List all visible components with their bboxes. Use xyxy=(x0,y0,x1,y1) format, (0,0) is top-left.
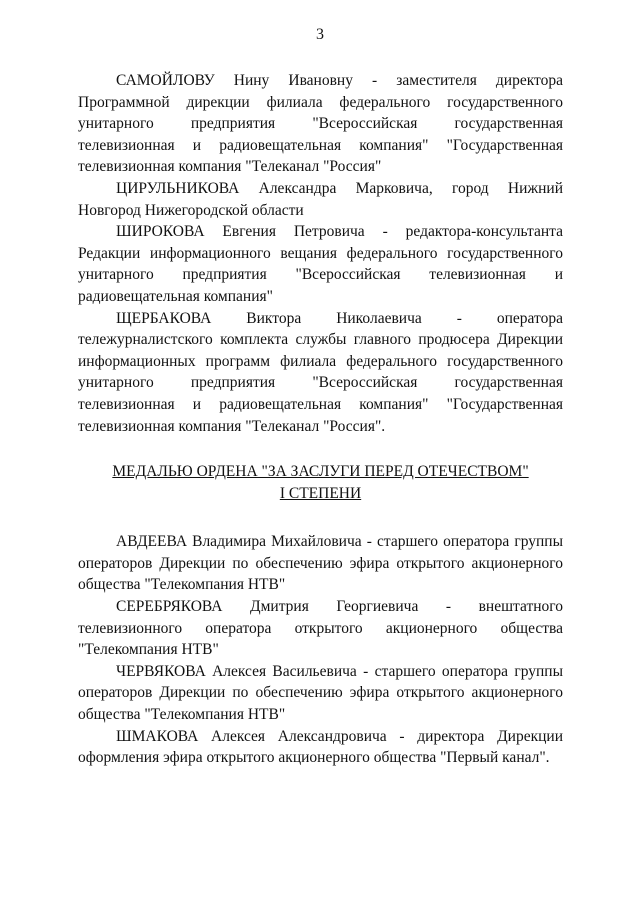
document-body xyxy=(78,70,563,769)
award-entry: ЦИРУЛЬНИКОВА Александра Марковича, город Нижний Новгород Нижегородской области xyxy=(78,179,563,219)
award-entry: ЩЕРБАКОВА Виктора Николаевича - оператора тележурналистского комплекта службы главного продюсера Дирекции информационных программ филиала федерального государственного унитарного предприятия "Всероссийская государственная телевизионная и радиовещательная компания" "Государственная телевизионная компания "Телеканал "Россия". xyxy=(78,309,563,435)
section-heading xyxy=(78,461,563,504)
award-entry: САМОЙЛОВУ Нину Ивановну - заместителя директора Программной дирекции филиала федерального государственного унитарного предприятия "Всероссийская государственная телевизионная и радиовещательная компания" "Государственная телевизионная компания "Телеканал "Россия" xyxy=(78,72,563,176)
section-1 xyxy=(78,70,563,437)
award-entry: СЕРЕБРЯКОВА Дмитрия Георгиевича - внештатного телевизионного оператора открытого акционерного общества "Телекомпания НТВ" xyxy=(78,598,563,659)
award-entry: ШИРОКОВА Евгения Петровича - редактора-консультанта Редакции информационного вещания федерального государственного унитарного предприятия "Всероссийская телевизионная и радиовещательная компания" xyxy=(78,223,563,305)
section-heading-line-1: МЕДАЛЬЮ ОРДЕНА "ЗА ЗАСЛУГИ ПЕРЕД ОТЕЧЕСТВОМ" xyxy=(112,463,529,481)
page-number: 3 xyxy=(316,26,324,43)
award-entry: АВДЕЕВА Владимира Михайловича - старшего оператора группы операторов Дирекции по обеспечению эфира открытого акционерного общества "Телекомпания НТВ" xyxy=(78,533,563,594)
award-entry: ШМАКОВА Алексея Александровича - директора Дирекции оформления эфира открытого акционерного общества "Первый канал". xyxy=(78,727,563,767)
section-heading-line-2: I СТЕПЕНИ xyxy=(279,484,362,502)
section-2 xyxy=(78,531,563,769)
award-entry: ЧЕРВЯКОВА Алексея Васильевича - старшего оператора группы операторов Дирекции по обеспечению эфира открытого акционерного общества "Телекомпания НТВ" xyxy=(78,662,563,724)
